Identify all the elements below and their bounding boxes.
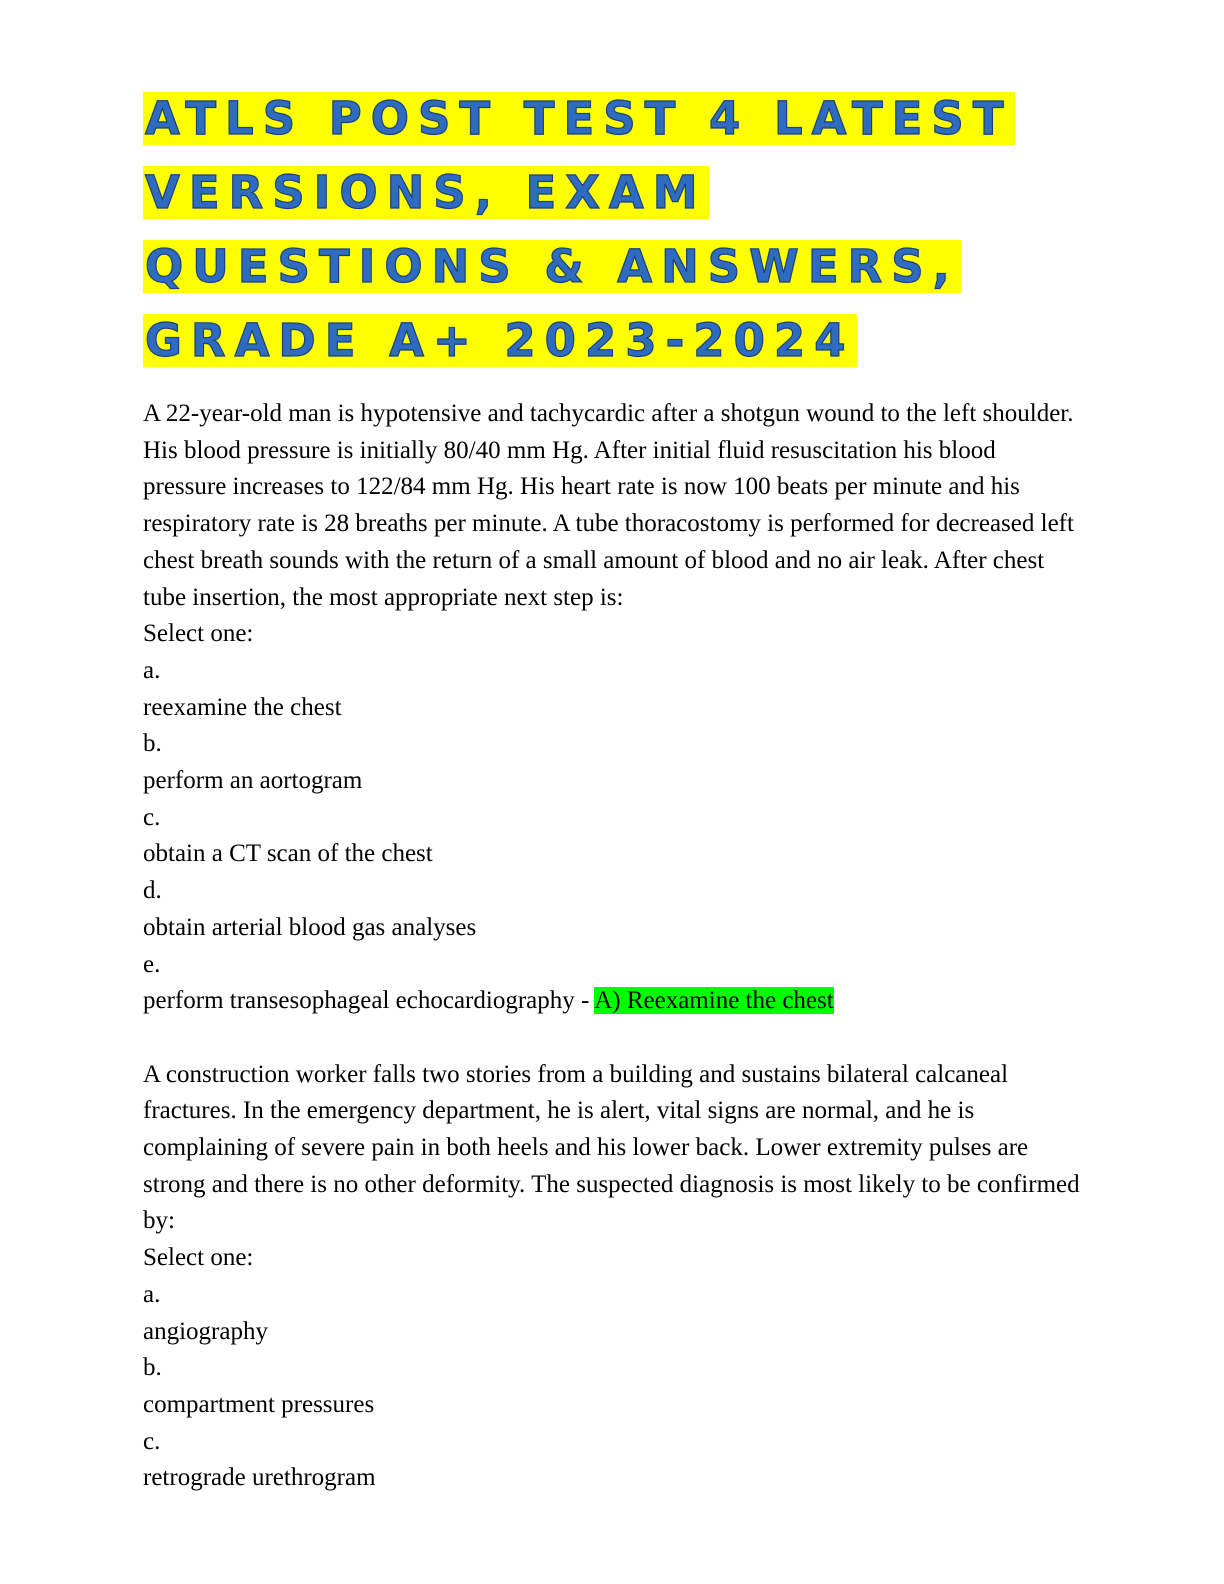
option-text: angiography — [143, 1317, 268, 1345]
option-text: perform an aortogram — [143, 767, 363, 795]
option-letter: c. — [143, 803, 161, 831]
question-1 — [143, 396, 1083, 1020]
option-letter: a. — [143, 656, 161, 684]
option-letter: c. — [143, 1427, 161, 1455]
question-2 — [143, 1057, 1083, 1497]
option-text: perform transesophageal echocardiography - — [143, 987, 595, 1015]
option-letter: d. — [143, 877, 162, 905]
option-text: compartment pressures — [143, 1390, 375, 1418]
question-2-select-prompt: Select one: — [143, 1244, 254, 1272]
question-1-stem: A 22-year-old man is hypotensive and tachycardic after a shotgun wound to the left shoulder. His blood pressure is initially 80/40 mm Hg. After initial fluid resuscitation his blood pressure increases to 122/84 mm Hg. His heart rate is now 100 beats per minute and his respiratory rate is 28 breaths per minute. A tube thoracostomy is performed for decreased left chest breath sounds with the return of a small amount of blood and no air leak. After chest tube insertion, the most appropriate next step is: — [143, 400, 1074, 611]
option-letter: b. — [143, 1354, 162, 1382]
option-last-line — [143, 983, 1083, 1020]
answer-highlight: A) Reexamine the chest — [594, 987, 834, 1015]
option-text: retrograde urethrogram — [143, 1464, 376, 1492]
option-text: obtain arterial blood gas analyses — [143, 913, 477, 941]
question-1-select-prompt: Select one: — [143, 620, 254, 648]
document-body — [143, 396, 1083, 1497]
question-2-stem: A construction worker falls two stories from a building and sustains bilateral calcaneal fractures. In the emergency department, he is alert, vital signs are normal, and he is complaining of severe pain in both heels and his lower back. Lower extremity pulses are strong and there is no other deformity. The suspected diagnosis is most likely to be confirmed by: — [143, 1060, 1080, 1235]
option-letter: b. — [143, 730, 162, 758]
option-letter: a. — [143, 1280, 161, 1308]
option-text: obtain a CT scan of the chest — [143, 840, 433, 868]
title-highlight: ATLS POST TEST 4 LATEST VERSIONS, EXAM QUESTIONS & ANSWERS, GRADE A+ 2023-2024 — [145, 92, 1013, 367]
option-text: reexamine the chest — [143, 693, 342, 721]
spacer — [143, 1020, 1083, 1057]
document-title — [143, 82, 1103, 378]
option-letter: e. — [143, 950, 161, 978]
